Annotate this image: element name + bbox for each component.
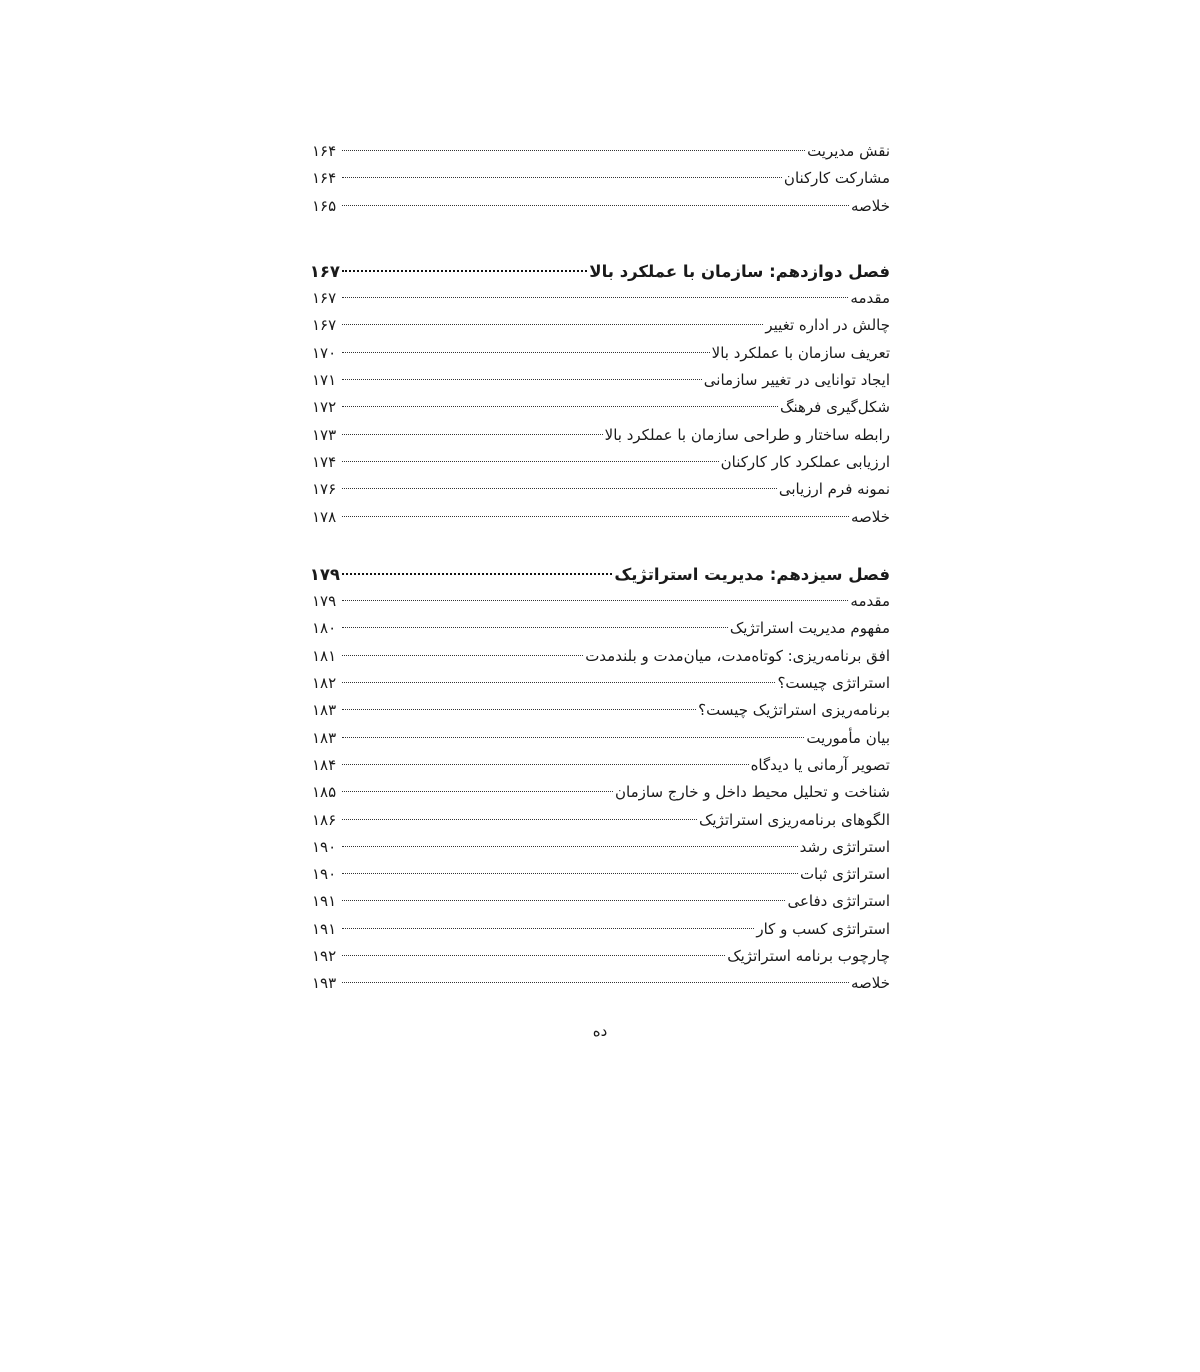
toc-entry <box>312 449 890 476</box>
toc-entry <box>312 643 890 670</box>
toc-entry <box>312 340 890 367</box>
toc-entry <box>312 970 890 997</box>
dot-leader <box>342 434 603 435</box>
dot-leader <box>342 177 782 178</box>
toc-entry <box>312 504 890 531</box>
section-spacer <box>312 220 890 258</box>
toc-entry-page: ۱۶۷ <box>312 289 337 308</box>
toc-entry-title: بیان مأموریت <box>806 728 890 747</box>
toc-entry <box>312 752 890 779</box>
toc-entry <box>312 697 890 724</box>
toc-entry-title: ارزیابی عملکرد کار کارکنان <box>720 452 890 471</box>
toc-entry-title: چارچوب برنامه استراتژیک <box>727 947 890 966</box>
toc-entry-title: نقش مدیریت <box>807 142 890 160</box>
toc-entry-page: ۱۹۱ <box>312 919 337 938</box>
dot-leader <box>342 737 804 738</box>
toc-entry <box>312 193 890 220</box>
dot-leader <box>342 406 778 407</box>
toc-entry-title: مشارکت کارکنان <box>783 169 890 188</box>
toc-entry-title: ایجاد توانایی در تغییر سازمانی <box>703 371 890 390</box>
toc-entry <box>312 285 890 312</box>
toc-entry-page: ۱۶۷ <box>312 316 337 335</box>
toc-entry-page: ۱۹۳ <box>312 974 337 993</box>
dot-leader <box>342 791 613 792</box>
toc-entry-title: شکل‌گیری فرهنگ <box>780 398 890 417</box>
toc-entry-page: ۱۸۱ <box>312 646 337 665</box>
toc-entry <box>312 476 890 503</box>
dot-leader <box>342 150 805 151</box>
toc-entry <box>312 367 890 394</box>
toc-entry-title: استراتژی ثبات <box>799 865 890 884</box>
toc-entry-page: ۱۹۰ <box>312 837 337 856</box>
toc-entry-page: ۱۹۱ <box>312 892 337 911</box>
toc-entry-page: ۱۸۰ <box>312 619 337 638</box>
dot-leader <box>342 928 754 929</box>
dot-leader <box>342 297 848 298</box>
toc-entry-title: خلاصه <box>850 196 890 215</box>
page-number: ده <box>592 1022 608 1040</box>
dot-leader <box>342 900 785 901</box>
toc-entry-title: خلاصه <box>850 974 890 993</box>
toc-entry <box>312 312 890 339</box>
toc-entry <box>312 615 890 642</box>
toc-entry-page: ۱۸۳ <box>312 728 337 747</box>
toc-entry-title: استراتژی رشد <box>799 837 890 856</box>
toc-entry-title: مقدمه <box>850 592 890 611</box>
dot-leader <box>342 873 798 874</box>
dot-leader <box>342 324 763 325</box>
toc-entry <box>312 807 890 834</box>
toc-entry-title: استراتژی چیست؟ <box>777 674 890 693</box>
chapter-page: ۱۷۹ <box>309 564 340 584</box>
toc-entry-title: افق برنامه‌ریزی: کوتاه‌مدت، میان‌مدت و بلندمدت <box>585 646 890 665</box>
toc-entry-page: ۱۸۳ <box>312 701 337 720</box>
chapter-page: ۱۶۷ <box>309 261 340 281</box>
toc-entry-title: استراتژی کسب و کار <box>756 919 890 938</box>
toc-entry <box>312 916 890 943</box>
toc-entry-page: ۱۷۶ <box>312 480 337 499</box>
dot-leader <box>342 819 697 820</box>
toc-entry-title: تعریف سازمان با عملکرد بالا <box>711 343 890 362</box>
toc-entry-page: ۱۷۸ <box>312 507 337 526</box>
toc-entry-title: استراتژی دفاعی <box>787 892 890 911</box>
toc-entry-title: برنامه‌ریزی استراتژیک چیست؟ <box>698 701 890 720</box>
toc-entry-title: رابطه ساختار و طراحی سازمان با عملکرد بالا <box>604 425 890 444</box>
section-spacer <box>312 531 890 561</box>
toc-entry-title: الگوهای برنامه‌ریزی استراتژیک <box>699 810 890 829</box>
toc-entry <box>312 779 890 806</box>
toc-entry-page: ۱۷۴ <box>312 452 337 471</box>
toc-entry <box>312 888 890 915</box>
dot-leader <box>342 379 702 380</box>
toc-entry <box>312 834 890 861</box>
dot-leader <box>342 270 587 272</box>
toc-entry-title: نمونه فرم ارزیابی <box>778 480 890 499</box>
dot-leader <box>342 682 775 683</box>
chapter-heading <box>309 561 890 588</box>
toc-entry-page: ۱۹۲ <box>312 947 337 966</box>
toc-entry-page: ۱۷۲ <box>312 398 337 417</box>
dot-leader <box>342 709 696 710</box>
toc-entry-page: ۱۷۱ <box>312 371 337 390</box>
toc-entry <box>312 138 890 165</box>
chapter-title: فصل دوازدهم: سازمان با عملکرد بالا <box>589 261 890 281</box>
toc-entry <box>312 670 890 697</box>
toc-entry <box>312 861 890 888</box>
toc-entry-title: مفهوم مدیریت استراتژیک <box>729 619 890 638</box>
toc-entry-page: ۱۸۲ <box>312 674 337 693</box>
dot-leader <box>342 955 725 956</box>
toc-entry <box>312 588 890 615</box>
dot-leader <box>342 764 749 765</box>
table-of-contents <box>309 138 890 998</box>
chapter-heading <box>309 258 890 285</box>
toc-entry-page: ۱۹۰ <box>312 865 337 884</box>
dot-leader <box>342 488 777 489</box>
toc-entry-page: ۱۶۵ <box>312 196 337 215</box>
chapter-title: فصل سیزدهم: مدیریت استراتژیک <box>614 564 890 584</box>
dot-leader <box>342 655 583 656</box>
toc-entry <box>312 725 890 752</box>
toc-entry <box>312 943 890 970</box>
toc-entry-page: ۱۷۳ <box>312 425 337 444</box>
dot-leader <box>342 352 710 353</box>
dot-leader <box>342 846 798 847</box>
toc-entry-page: ۱۸۶ <box>312 810 337 829</box>
dot-leader <box>342 573 612 575</box>
toc-entry-title: چالش در اداره تغییر <box>765 316 890 335</box>
toc-entry-title: تصویر آرمانی یا دیدگاه <box>750 755 890 774</box>
toc-entry-title: شناخت و تحلیل محیط داخل و خارج سازمان <box>615 783 890 802</box>
dot-leader <box>342 461 719 462</box>
toc-entry-page: ۱۶۴ <box>312 142 337 160</box>
toc-entry-page: ۱۸۵ <box>312 783 337 802</box>
toc-entry-title: مقدمه <box>850 289 890 308</box>
toc-entry-title: خلاصه <box>850 507 890 526</box>
toc-entry <box>312 422 890 449</box>
toc-entry-page: ۱۷۹ <box>312 592 337 611</box>
dot-leader <box>342 600 848 601</box>
toc-entry-page: ۱۷۰ <box>312 343 337 362</box>
toc-entry <box>312 394 890 421</box>
dot-leader <box>342 627 728 628</box>
dot-leader <box>342 982 849 983</box>
dot-leader <box>342 205 849 206</box>
toc-entry-page: ۱۶۴ <box>312 169 337 188</box>
toc-entry-page: ۱۸۴ <box>312 755 337 774</box>
dot-leader <box>342 516 849 517</box>
toc-entry <box>312 165 890 192</box>
